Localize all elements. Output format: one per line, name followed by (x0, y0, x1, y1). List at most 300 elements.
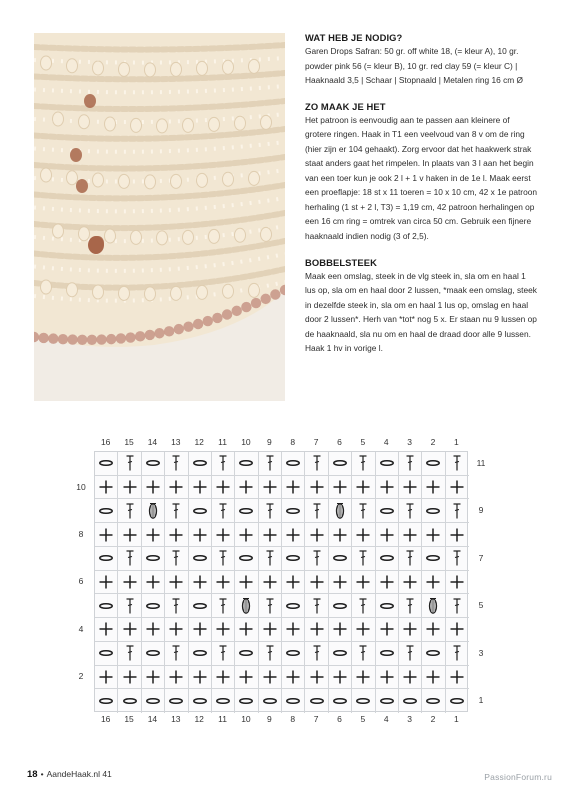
chart-cell (446, 571, 469, 595)
single-crochet-icon (236, 572, 256, 592)
chart-cell (399, 452, 422, 476)
bobble-stitch-icon (330, 501, 350, 521)
chain-stitch-icon (236, 453, 256, 473)
chain-stitch-icon (190, 691, 210, 711)
column-label-bottom: 11 (218, 714, 227, 724)
single-crochet-icon (330, 667, 350, 687)
chart-cell (165, 689, 188, 713)
row-label: 3 (478, 647, 484, 658)
single-crochet-icon (400, 572, 420, 592)
double-crochet-icon (447, 453, 467, 473)
double-crochet-icon (400, 453, 420, 473)
single-crochet-icon (236, 619, 256, 639)
bobble (197, 285, 208, 299)
single-crochet-icon (353, 525, 373, 545)
chart-cell (142, 594, 165, 618)
double-crochet-icon (120, 548, 140, 568)
bobble (93, 173, 104, 187)
chain-stitch-icon (283, 691, 303, 711)
section-bobble-stitch (305, 256, 537, 356)
chart-cell (446, 618, 469, 642)
single-crochet-icon (307, 572, 327, 592)
column-label-top: 14 (147, 437, 158, 447)
chart-cell (235, 571, 258, 595)
chart-cell (329, 666, 352, 690)
bobble (235, 116, 246, 130)
section-method (305, 100, 537, 244)
column-label-bottom: 12 (194, 714, 204, 724)
bobble (171, 62, 182, 76)
double-crochet-icon (400, 548, 420, 568)
bobble (79, 115, 90, 129)
single-crochet-icon (260, 525, 280, 545)
pink-scallop (193, 319, 203, 329)
column-label-bottom: 6 (337, 714, 342, 724)
column-label-top: 15 (124, 437, 134, 447)
chart-cell (352, 666, 375, 690)
single-crochet-icon (96, 667, 116, 687)
section-title: ZO MAAK JE HET (305, 100, 386, 112)
chart-cell (259, 666, 282, 690)
chart-cell (189, 594, 212, 618)
single-crochet-icon (307, 619, 327, 639)
row-label: 9 (478, 505, 484, 516)
bobble (53, 112, 64, 126)
single-crochet-icon (423, 572, 443, 592)
single-crochet-icon (236, 525, 256, 545)
column-label-top: 12 (194, 437, 204, 447)
chart-cell (352, 452, 375, 476)
single-crochet-icon (120, 619, 140, 639)
single-crochet-icon (190, 525, 210, 545)
chart-cell (259, 689, 282, 713)
chart-cell (259, 642, 282, 666)
chain-stitch-icon (447, 691, 467, 711)
chart-cell (189, 689, 212, 713)
chain-stitch-icon (423, 548, 443, 568)
single-crochet-icon (143, 572, 163, 592)
chart-cell (212, 618, 235, 642)
chain-stitch-icon (260, 691, 280, 711)
chart-cell (189, 476, 212, 500)
pink-scallop (125, 332, 135, 342)
single-crochet-icon (400, 525, 420, 545)
chart-cell (282, 452, 305, 476)
bobble (53, 224, 64, 238)
chart-cell (235, 476, 258, 500)
chart-cell (329, 499, 352, 523)
clay-bead (88, 236, 104, 254)
row-label: 11 (476, 457, 486, 468)
single-crochet-icon (190, 667, 210, 687)
chart-cell (259, 547, 282, 571)
single-crochet-icon (377, 572, 397, 592)
double-crochet-icon (166, 643, 186, 663)
single-crochet-icon (166, 619, 186, 639)
chart-cell (305, 523, 328, 547)
chart-cell (282, 618, 305, 642)
pink-scallop (38, 333, 48, 343)
single-crochet-icon (307, 525, 327, 545)
single-crochet-icon (260, 477, 280, 497)
chart-cell (352, 594, 375, 618)
chart-cell (282, 476, 305, 500)
chart-cell (399, 523, 422, 547)
chain-stitch-icon (283, 501, 303, 521)
pink-scallop (174, 324, 184, 334)
section-body: Garen Drops Safran: 50 gr. off white 18, (= kleur A), 10 gr. powder pink 56 (= kleur B), 10 gr. red clay 59 (= kleur C) | Haaknaald 3,5 | Schaar | Stopnaald | Metalen ring 16 cm Ø (305, 46, 524, 86)
instructions-column (305, 31, 537, 368)
pink-scallop (145, 330, 155, 340)
column-label-bottom: 1 (453, 714, 459, 724)
column-label-top: 16 (100, 437, 111, 447)
chain-stitch-icon (330, 691, 350, 711)
single-crochet-icon (260, 572, 280, 592)
column-label-bottom: 2 (430, 714, 436, 724)
single-crochet-icon (307, 667, 327, 687)
chart-cell (142, 499, 165, 523)
chart-cell (282, 666, 305, 690)
chart-cell (352, 618, 375, 642)
chart-cell (282, 523, 305, 547)
chart-cell (329, 523, 352, 547)
single-crochet-icon (213, 619, 233, 639)
chart-cell (376, 618, 399, 642)
double-crochet-icon (447, 501, 467, 521)
chart-cell (305, 666, 328, 690)
bobble (157, 119, 168, 133)
bobble (249, 283, 260, 297)
chart-cell (399, 547, 422, 571)
chart-cell (259, 523, 282, 547)
chart-cell (235, 618, 258, 642)
chart-cell (282, 689, 305, 713)
single-crochet-icon (96, 619, 116, 639)
pink-scallop (154, 328, 164, 338)
bobble-stitch-icon (423, 596, 443, 616)
chart-cell (352, 642, 375, 666)
chart-cell (376, 499, 399, 523)
bobble (105, 117, 116, 131)
single-crochet-icon (353, 619, 373, 639)
single-crochet-icon (213, 572, 233, 592)
chart-cell (352, 499, 375, 523)
bobble (197, 61, 208, 75)
chart-cell (376, 476, 399, 500)
single-crochet-icon (120, 572, 140, 592)
row-label: 2 (78, 671, 84, 682)
chart-cell (95, 689, 118, 713)
bobble (183, 118, 194, 132)
chart-cell (282, 499, 305, 523)
chart-cell (422, 452, 445, 476)
chart-cell (165, 499, 188, 523)
double-crochet-icon (307, 596, 327, 616)
bobble (119, 174, 130, 188)
chain-stitch-icon (190, 643, 210, 663)
chart-cell (376, 642, 399, 666)
chart-cell (142, 523, 165, 547)
chart-cell (235, 499, 258, 523)
chart-cell (352, 476, 375, 500)
chart-cell (329, 689, 352, 713)
chart-cell (259, 618, 282, 642)
double-crochet-icon (307, 548, 327, 568)
section-body: Het patroon is eenvoudig aan te passen aan kleinere of grotere ringen. Haak in T1 een veelvoud van 8 v om de ring (hier zijn er 104 gehaakt). Zorg ervoor dat het haakwerk strak staat anders gaat het rimpelen. In plaats van 3 l aan het begin van een toer kun je ook 2 l + 1 v haken in de 1e l. Maak eerst een proeflapje: 18 st x 11 toeren = 10 x 10 cm, 42 x 1e patroon herhaling (1 st + 2 l, T3) = 1,19 cm, 42 patroon herhalingen op een 16 cm ring = omtrek van circa 50 cm. Gebruik een fijnere haaknaald indien nodig (3 of 2,5). (305, 114, 537, 242)
single-crochet-icon (423, 667, 443, 687)
chain-stitch-icon (377, 501, 397, 521)
chart-cell (118, 689, 141, 713)
chart-cell (118, 499, 141, 523)
single-crochet-icon (166, 572, 186, 592)
row-label: 8 (78, 529, 84, 540)
double-crochet-icon (307, 501, 327, 521)
pink-scallop (270, 289, 280, 299)
crochet-photo (34, 33, 285, 401)
chart-cell (235, 594, 258, 618)
column-label-top: 13 (171, 437, 181, 447)
single-crochet-icon (120, 477, 140, 497)
chart-cell (329, 571, 352, 595)
chart-cell (329, 594, 352, 618)
chain-stitch-icon (96, 501, 116, 521)
chart-cell (235, 689, 258, 713)
double-crochet-icon (353, 501, 373, 521)
pink-scallop (222, 309, 232, 319)
section-title: BOBBELSTEEK (305, 256, 377, 268)
column-label-bottom: 4 (383, 714, 389, 724)
single-crochet-icon (353, 667, 373, 687)
chart-grid (94, 451, 468, 712)
chart-cell (118, 594, 141, 618)
chart-cell (329, 452, 352, 476)
double-crochet-icon (120, 596, 140, 616)
chain-stitch-icon (307, 691, 327, 711)
chart-cell (305, 642, 328, 666)
single-crochet-icon (96, 572, 116, 592)
chart-cell (95, 666, 118, 690)
single-crochet-icon (283, 667, 303, 687)
bobble (223, 284, 234, 298)
chain-stitch-icon (236, 643, 256, 663)
chart-cell (95, 594, 118, 618)
chart-cell (305, 547, 328, 571)
chart-cell (118, 452, 141, 476)
chart-cell (259, 452, 282, 476)
bobble (93, 285, 104, 299)
bobble (157, 231, 168, 245)
chain-stitch-icon (330, 596, 350, 616)
double-crochet-icon (353, 596, 373, 616)
chart-cell (235, 642, 258, 666)
chart-cell (282, 571, 305, 595)
chart-cell (399, 499, 422, 523)
chart-cell (142, 666, 165, 690)
chart-cell (118, 642, 141, 666)
chain-stitch-icon (236, 691, 256, 711)
chart-cell (95, 476, 118, 500)
chart-cell (165, 476, 188, 500)
chart-cell (235, 452, 258, 476)
double-crochet-icon (260, 501, 280, 521)
watermark: PassionForum.ru (484, 772, 552, 782)
chain-stitch-icon (377, 643, 397, 663)
chart-cell (446, 666, 469, 690)
chart-cell (446, 594, 469, 618)
column-label-bottom: 14 (147, 714, 158, 724)
chart-cell (376, 452, 399, 476)
bobble (183, 230, 194, 244)
chain-stitch-icon (423, 691, 443, 711)
bobble (67, 283, 78, 297)
single-crochet-icon (166, 525, 186, 545)
chain-stitch-icon (330, 548, 350, 568)
row-label: 4 (78, 623, 84, 634)
chart-cell (422, 642, 445, 666)
chart-cell (165, 547, 188, 571)
chart-cell (212, 476, 235, 500)
chain-stitch-icon (330, 643, 350, 663)
column-label-top: 4 (383, 437, 389, 447)
bobble (209, 229, 220, 243)
bobble (235, 228, 246, 242)
chart-cell (189, 571, 212, 595)
single-crochet-icon (447, 572, 467, 592)
single-crochet-icon (330, 477, 350, 497)
double-crochet-icon (166, 548, 186, 568)
single-crochet-icon (143, 619, 163, 639)
bobble (131, 230, 142, 244)
bobble (261, 115, 272, 129)
double-crochet-icon (120, 453, 140, 473)
chart-cell (212, 642, 235, 666)
pink-scallop (260, 294, 270, 304)
single-crochet-icon (166, 667, 186, 687)
single-crochet-icon (96, 477, 116, 497)
chart-cell (422, 689, 445, 713)
pink-scallop (48, 333, 58, 343)
bobble (145, 63, 156, 77)
chain-stitch-icon (143, 691, 163, 711)
chart-cell (212, 666, 235, 690)
chart-cell (329, 642, 352, 666)
chart-cell (305, 476, 328, 500)
pink-scallop (135, 331, 145, 341)
column-label-top: 6 (337, 437, 342, 447)
chain-stitch-icon (120, 691, 140, 711)
chart-cell (305, 618, 328, 642)
chain-stitch-icon (143, 548, 163, 568)
chain-stitch-icon (377, 596, 397, 616)
single-crochet-icon (260, 619, 280, 639)
double-crochet-icon (213, 453, 233, 473)
pink-scallop (164, 326, 174, 336)
pink-scallop (87, 335, 97, 345)
chart-cell (189, 666, 212, 690)
chart-cell (446, 523, 469, 547)
double-crochet-icon (166, 596, 186, 616)
chart-cell (376, 689, 399, 713)
chart-cell (235, 666, 258, 690)
chain-stitch-icon (283, 453, 303, 473)
bobble (261, 227, 272, 241)
chain-stitch-icon (96, 691, 116, 711)
double-crochet-icon (307, 643, 327, 663)
row-label: 7 (478, 552, 484, 563)
single-crochet-icon (330, 619, 350, 639)
chart-cell (376, 547, 399, 571)
double-crochet-icon (307, 453, 327, 473)
chain-stitch-icon (96, 453, 116, 473)
clay-bead (84, 94, 96, 108)
pink-scallop (203, 316, 213, 326)
chart-cell (259, 571, 282, 595)
chain-stitch-icon (283, 548, 303, 568)
chart-cell (235, 547, 258, 571)
bobble (171, 174, 182, 188)
chart-cell (189, 523, 212, 547)
chart-cell (329, 476, 352, 500)
double-crochet-icon (447, 596, 467, 616)
page-footer (27, 769, 112, 780)
single-crochet-icon (330, 525, 350, 545)
bobble (41, 280, 52, 294)
chart-cell (95, 571, 118, 595)
bobble (145, 287, 156, 301)
chart-cell (259, 594, 282, 618)
pink-scallop (212, 313, 222, 323)
bobble (171, 286, 182, 300)
single-crochet-icon (190, 619, 210, 639)
double-crochet-icon (120, 501, 140, 521)
chart-cell (399, 642, 422, 666)
single-crochet-icon (283, 572, 303, 592)
column-label-bottom: 16 (100, 714, 111, 724)
chart-cell (189, 499, 212, 523)
chart-cell (212, 594, 235, 618)
chart-cell (142, 452, 165, 476)
chart-cell (118, 571, 141, 595)
chart-cell (446, 452, 469, 476)
chart-cell (422, 571, 445, 595)
chart-cell (142, 689, 165, 713)
chart-cell (259, 499, 282, 523)
chain-stitch-icon (400, 691, 420, 711)
chart-cell (142, 571, 165, 595)
single-crochet-icon (213, 667, 233, 687)
chart-cell (422, 499, 445, 523)
bobble (93, 61, 104, 75)
single-crochet-icon (190, 477, 210, 497)
double-crochet-icon (400, 596, 420, 616)
double-crochet-icon (166, 501, 186, 521)
chart-cell (212, 547, 235, 571)
chart-cell (259, 476, 282, 500)
bobble (249, 59, 260, 73)
chart-cell (305, 499, 328, 523)
row-label: 5 (478, 600, 484, 611)
single-crochet-icon (447, 477, 467, 497)
chart-cell (446, 689, 469, 713)
single-crochet-icon (400, 619, 420, 639)
chain-stitch-icon (166, 691, 186, 711)
single-crochet-icon (447, 619, 467, 639)
chart-cell (352, 547, 375, 571)
chart-cell (305, 571, 328, 595)
chain-stitch-icon (96, 548, 116, 568)
single-crochet-icon (447, 667, 467, 687)
chart-cell (422, 666, 445, 690)
